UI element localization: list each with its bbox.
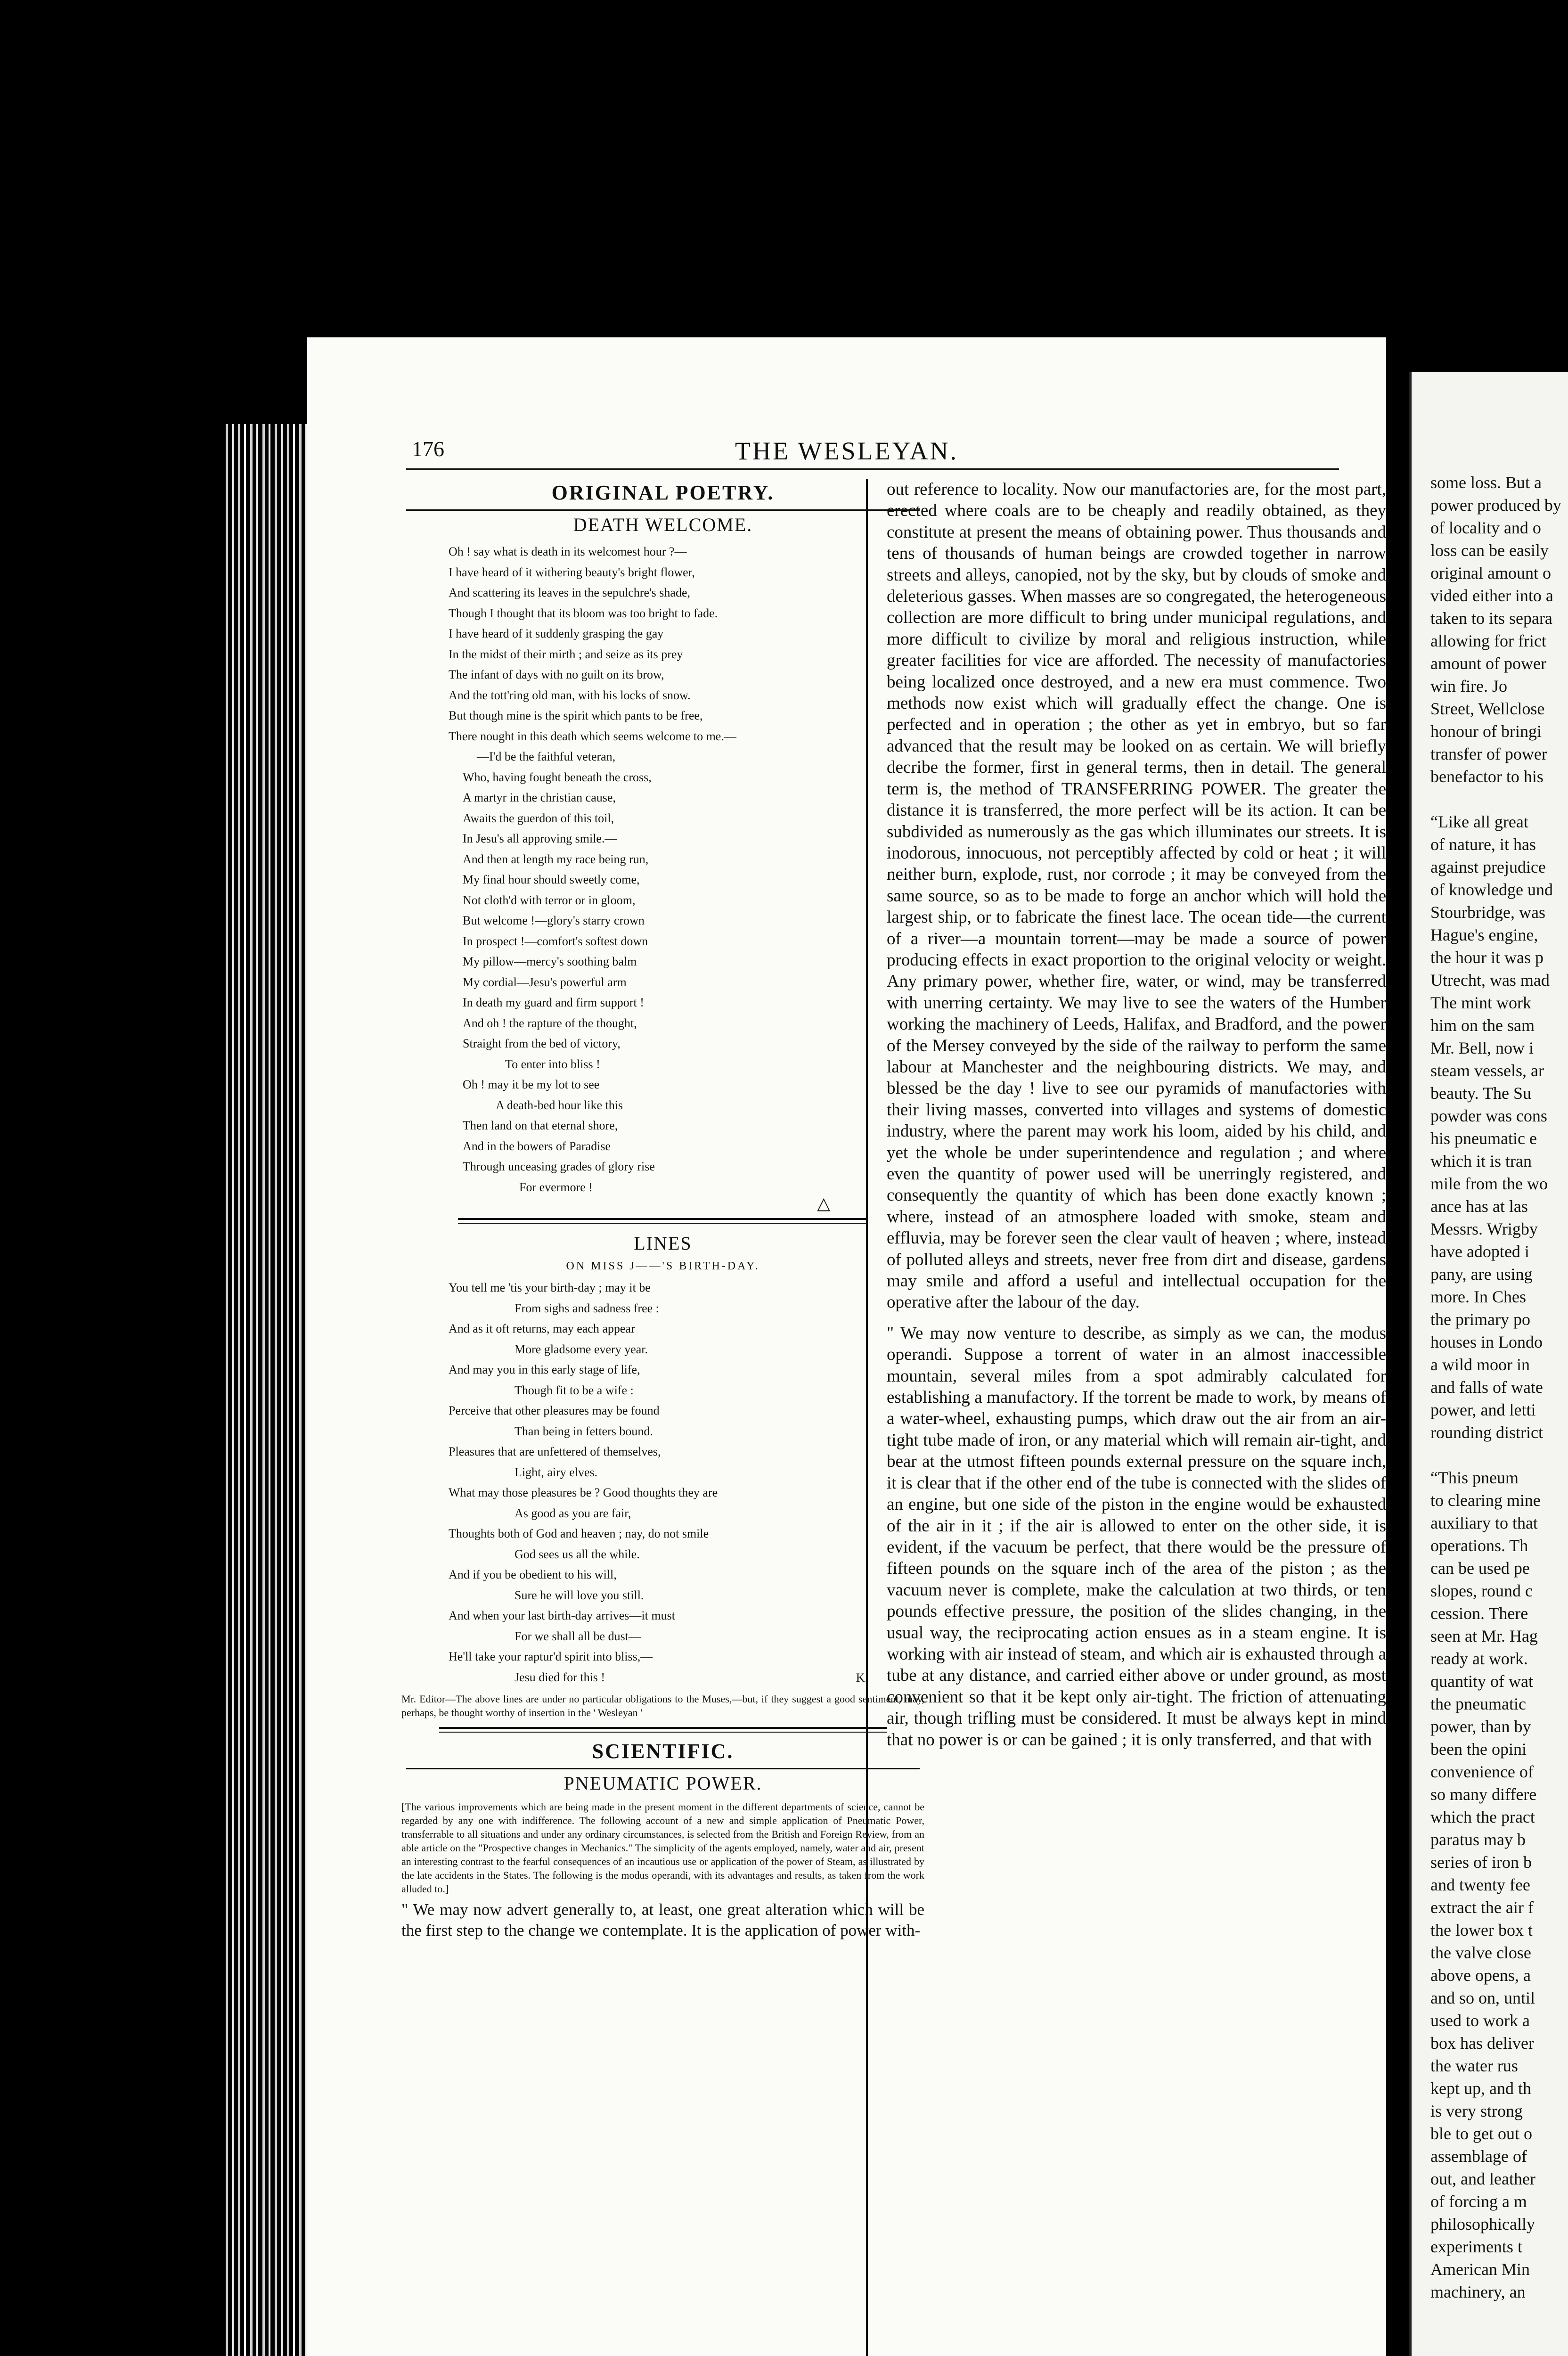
publication-title: THE WESLEYAN.	[735, 437, 958, 465]
poem-line: A martyr in the christian cause,	[463, 791, 616, 804]
poem-line: He'll take your raptur'd spirit into bliss,—	[449, 1650, 653, 1663]
poem-line: Oh ! may it be my lot to see	[463, 1078, 600, 1091]
adjacent-page-text: some loss. But a power produced by of locality and o loss can be easily original amount o vided either into a taken to its separa allowing for frict amount of power win fire. Jo Street, Wellclose honour of bringi transfer of power benefactor to his “Like all great of nature, it has against prejudice of knowledge und Stourbridge, was Hague's engine, the hour it was p Utrecht, was mad The mint work him on the sam Mr. Bell, now i steam vessels, ar beauty. The Su powder was cons his pneumatic e which it is tran mile from the wo ance has at las Messrs. Wrigby have adopted i pany, are using more. In Ches the primary po houses in Londo a wild moor in and falls of wate power, and letti rounding district “This pneum to clearing mine auxiliary to that operations. Th can be used pe slopes, round c cession. There seen at Mr. Hag ready at work. quantity of wat the pneumatic power, than by been the opini convenience of so many differe which the pract paratus may b series of iron b and twenty fee extract the air f the lower box t the valve close above opens, a and so on, until used to work a box has deliver the water rus kept up, and th is very strong ble to get out o assemblage of out, and leather of forcing a m philosophically experiments t American Min machinery, an	[1430, 473, 1561, 2301]
poem-line: In death my guard and firm support !	[463, 996, 644, 1009]
poem-line: And the tott'ring old man, with his locks of snow.	[449, 688, 691, 702]
poem-line: Straight from the bed of victory,	[463, 1037, 621, 1050]
poem-line: Pleasures that are unfettered of themselves,	[449, 1445, 661, 1458]
scientific-section-heading: SCIENTIFIC.	[592, 1739, 734, 1763]
header-rule	[406, 468, 1339, 470]
poem-line: Than being in fetters bound.	[514, 1424, 653, 1438]
poem-line: My final hour should sweetly come,	[463, 873, 640, 886]
poem-line: And if you be obedient to his will,	[449, 1568, 617, 1581]
poem-lines-title: LINES	[634, 1233, 692, 1254]
article-title: PNEUMATIC POWER.	[564, 1772, 762, 1794]
article-opening: " We may now advert generally to, at least, one great alteration which will be the first step to the change we contemplate. It is the application of power with-	[401, 1900, 924, 1939]
poem-line: You tell me 'tis your birth-day ; may it be	[449, 1281, 651, 1294]
poem-line: In prospect !—comfort's softest down	[463, 934, 648, 948]
poem-line: Though fit to be a wife :	[514, 1383, 634, 1397]
poem-line: —I'd be the faithful veteran,	[477, 750, 616, 763]
poetry-section-heading: ORIGINAL POETRY.	[551, 481, 775, 504]
poem-line: What may those pleasures be ? Good thoughts they are	[449, 1486, 718, 1499]
poem-line: There nought in this death which seems welcome to me.—	[449, 729, 736, 743]
poem-line: Oh ! say what is death in its welcomest hour ?—	[449, 545, 687, 558]
poem-line: Thoughts both of God and heaven ; nay, do not smile	[449, 1527, 709, 1540]
poem-line: I have heard of it withering beauty's bright flower,	[449, 565, 695, 579]
poem-title: DEATH WELCOME.	[573, 514, 753, 535]
section-divider	[439, 1727, 887, 1733]
newspaper-page	[307, 337, 1386, 2356]
page-number: 176	[412, 437, 444, 461]
poem-line: For evermore !	[519, 1180, 593, 1194]
section-divider	[458, 1218, 868, 1224]
poem-line: God sees us all the while.	[514, 1547, 640, 1561]
editor-note: Mr. Editor—The above lines are under no particular obligations to the Muses,—but, if they suggest a good sentiment, may, perhaps, be thought worthy of insertion in the ' Wesleyan '	[401, 1693, 924, 1718]
poem-line: Then land on that eternal shore,	[463, 1119, 618, 1132]
poem-line: Perceive that other pleasures may be found	[449, 1404, 660, 1417]
poem-line: Through unceasing grades of glory rise	[463, 1160, 655, 1173]
poem-line: The infant of days with no guilt on its brow,	[449, 668, 664, 681]
poem-line: And may you in this early stage of life,	[449, 1363, 640, 1376]
poem-line: In the midst of their mirth ; and seize as its prey	[449, 647, 683, 661]
poem-lines-subtitle: ON MISS J——'S BIRTH-DAY.	[566, 1260, 760, 1272]
triangle-mark-icon: △	[817, 1194, 830, 1213]
poem-line: For we shall all be dust—	[514, 1629, 641, 1643]
poem-line: From sighs and sadness free :	[514, 1301, 659, 1315]
poem-line: To enter into bliss !	[505, 1057, 600, 1071]
poem-line: Who, having fought beneath the cross,	[463, 770, 652, 784]
poem-line: But though mine is the spirit which pants to be free,	[449, 709, 703, 722]
poem-line: And in the bowers of Paradise	[463, 1139, 611, 1153]
poem-death-welcome	[401, 541, 924, 1197]
poem-line: Jesu died for this !	[514, 1670, 605, 1684]
poem-line: Sure he will love you still.	[514, 1588, 644, 1602]
poem-birthday	[401, 1277, 924, 1687]
poem-line: Though I thought that its bloom was too bright to fade.	[449, 606, 718, 620]
poem-line: More gladsome every year.	[514, 1342, 648, 1356]
poem-signature: K.	[856, 1671, 868, 1685]
book-page-edges	[221, 424, 307, 2356]
poem-line: As good as you are fair,	[514, 1506, 631, 1520]
poem-line: And oh ! the rapture of the thought,	[463, 1016, 637, 1030]
poem-line: Not cloth'd with terror or in gloom,	[463, 893, 636, 907]
poem-line: My cordial—Jesu's powerful arm	[463, 975, 627, 989]
left-column	[401, 479, 924, 1941]
article-paragraph: out reference to locality. Now our manufactories are, for the most part, erected where coals are to be cheaply and readily obtained, as they constitute at present the means of obtaining power. Thus thousands and tens of thousands of human beings are crowded together in narrow streets and alleys, canopied, not by the sky, but by clouds of smoke and deleterious gasses. When masses are so congregated, the heterogeneous collection are more difficult to bring under municipal regulations, and more difficult to civilize by moral and religious instruction, while greater facilities for vice are afforded. The necessity of manufactories being localized once destroyed, and a new era must commence. Two methods now exist which will gradually effect the change. One is perfected and in operation ; the other as yet in embryo, but so far advanced that the result may be looked on as certain. We will briefly decribe the former, first in general terms, then in detail. The general term is, the method of TRANSFERRING POWER. The greater the distance it is transferred, the more perfect will be its action. It can be subdivided as numerously as the gas which illuminates our streets. It is inodorous, innocuous, not perceptibly affected by cold or heat ; it will neither burn, explode, rust, nor corrode ; it may be conveyed from the same source, so as to be made to forge an anchor which will hold the largest ship, or to fabricate the finest lace. The ocean tide—the current of a river—a mountain torrent—may be made a source of power producing effects in exact proportion to the original velocity or weight. Any primary power, whether fire, water, or wind, may be transferred with unerring certainty. We may live to see the waters of the Humber working the machinery of Leeds, Halifax, and Bradford, and the power of the Mersey conveyed by the side of the railway to perform the same labour at Manchester and the neighbouring districts. We may, and blessed be the day ! live to see our pyramids of manufactories with their living masses, converted into villages and systems of domestic industry, where the parent may work his loom, aided by his child, and yet the whole be under superintendence and regulation ; and where even the quantity of power used will be unerringly registered, and consequently the quantity of which has been done exactly known ; where, instead of an atmosphere loaded with smoke, steam and effluvia, may be forever seen the clear vault of heaven ; where, instead of polluted alleys and streets, never free from dirt and disease, gardens may smile and afford a useful and intellectual occupation for the operative after the labour of the day.	[887, 480, 1386, 1312]
adjacent-page	[1409, 372, 1568, 2356]
article-paragraph: " We may now venture to describe, as simply as we can, the modus operandi. Suppose a torrent of water in an almost inaccessible mountain, several miles from a spot admirably calculated for establishing a manufactory. If the torrent be made to work, by means of a water-wheel, exhausting pumps, which draw out the air from an air-tight tube made of iron, or any material which will remain air-tight, and bear at the utmost fifteen pounds external pressure on the square inch, it is clear that if the other end of the tube is connected with the slides of an engine, but one side of the piston in the engine would be exhausted of the air in it ; if the air is allowed to enter on the other side, it is evident, if the vacuum be perfect, that there would be the pressure of fifteen pounds on the square inch of the area of the piston ; as the vacuum never is complete, make the calculation at two thirds, or ten pounds effective pressure, the position of the slides changing, in the usual way, the reciprocating action ensues as in a steam engine. It is working with air instead of steam, and which air is exhausted through a tube at any distance, and carried either above or under ground, as most convenient so that it be kept only air-tight. The friction of attenuating air, though trifling must be considered. It must be always kept in mind that no power is or can be gained ; it is only transferred, and that with	[887, 1323, 1386, 1750]
poem-line: And when your last birth-day arrives—it must	[449, 1609, 675, 1622]
poem-line: I have heard of it suddenly grasping the gay	[449, 627, 664, 640]
poem-line: Awaits the guerdon of this toil,	[463, 811, 614, 825]
poem-line: And then at length my race being run,	[463, 852, 649, 866]
poem-line: My pillow—mercy's soothing balm	[463, 955, 637, 968]
poem-line: And as it oft returns, may each appear	[449, 1322, 635, 1335]
poem-line: A death-bed hour like this	[496, 1098, 623, 1112]
right-column	[887, 479, 1386, 1760]
poem-line: Light, airy elves.	[514, 1465, 598, 1479]
poem-line: And scattering its leaves in the sepulchre's shade,	[449, 586, 690, 599]
poem-line: In Jesu's all approving smile.—	[463, 832, 617, 845]
article-intro: [The various improvements which are being made in the present moment in the different departments of science, cannot be regarded by any one with indifference. The following account of a new and simple application of Pneumatic Power, transferrable to all situations and under any ordinary circumstances, is selected from the British and Foreign Review, from an able article on the "Prospective changes in Mechanics." The simplicity of the agents employed, namely, water and air, present an interesting contrast to the fearful consequences of an incautious use or application of the power of Steam, as illustrated by the late accidents in the States. The following is the modus operandi, with its advantages and results, as taken from the work alluded to.]	[401, 1800, 924, 1895]
poem-line: But welcome !—glory's starry crown	[463, 914, 645, 927]
